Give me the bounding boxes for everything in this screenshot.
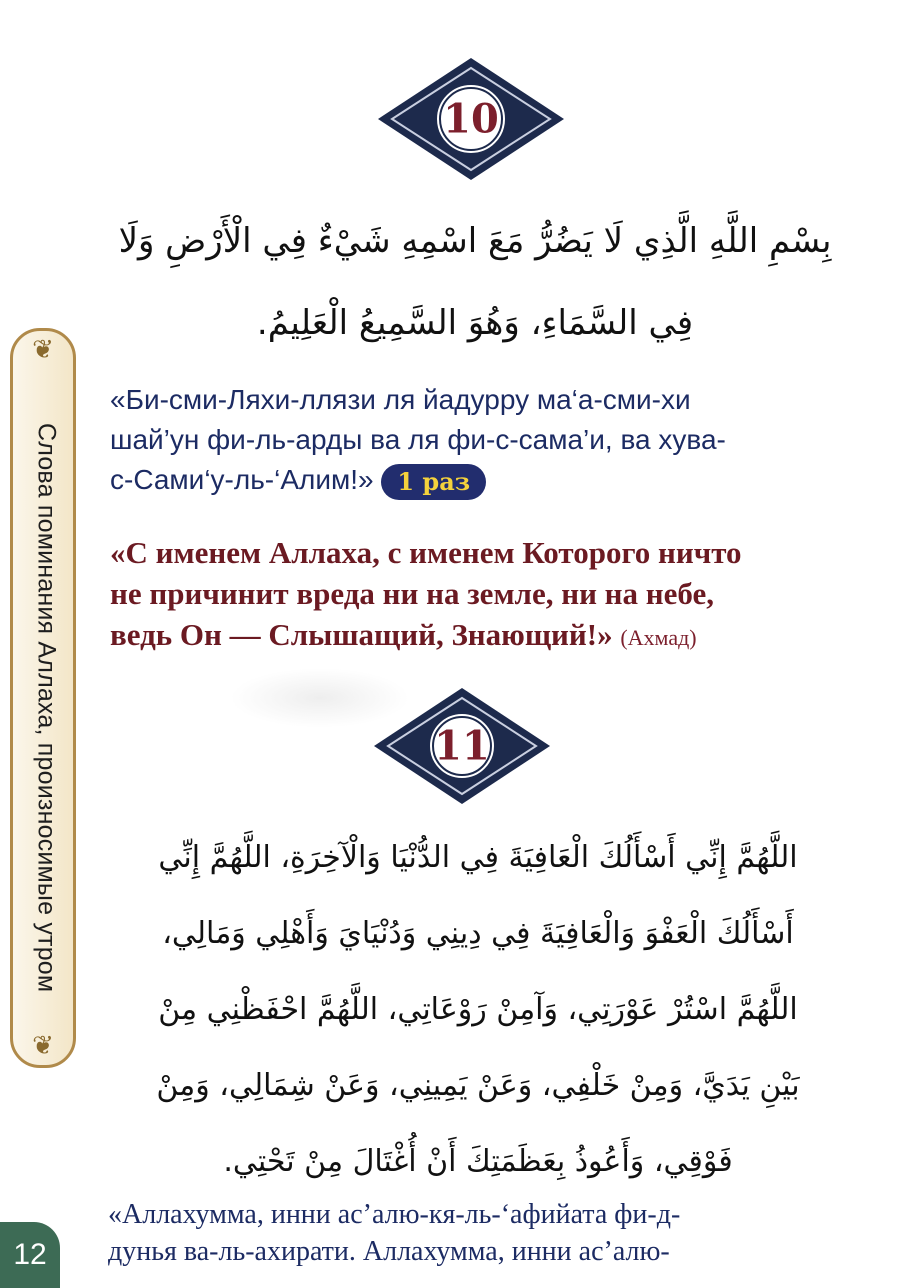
arabic-line: بَيْنِ يَدَيَّ، وَمِنْ خَلْفِي، وَعَنْ يَمِينِي، وَعَنْ شِمَالِي، وَمِنْ (156, 1068, 800, 1103)
dua-number-11: 11 (434, 722, 490, 770)
dua10-arabic (90, 200, 860, 364)
translit-line-last (110, 460, 850, 500)
translation-text: ведь Он — Слышащий, Знающий!» (110, 617, 613, 652)
translit-line: «Би-сми-Ляхи-ллязи ля йадурру ма‘а-сми-хи (110, 384, 691, 415)
translit-line-text: с-Сами‘у-ль-‘Алим!» (110, 464, 374, 495)
translation-line: не причинит вреда ни на земле, ни на небе, (110, 576, 715, 611)
count-badge: 1 раз (381, 464, 486, 500)
hadith-source: (Ахмад) (620, 625, 697, 650)
arabic-line: فَوْقِي، وَأَعُوذُ بِعَظَمَتِكَ أَنْ أُغْتَالَ مِنْ تَحْتِي. (223, 1144, 733, 1179)
translation-line: «С именем Аллаха, с именем Которого ничто (110, 535, 742, 570)
scroll-ornament-top-icon: ❦ (32, 335, 54, 365)
translit-line: дунья ва-ль-ахирати. Аллахумма, инни ас’алю- (108, 1236, 670, 1267)
scroll-ornament-bottom-icon: ❦ (32, 1031, 54, 1061)
translit-line: «Аллахумма, инни ас’алю-кя-ль-‘афийата фи-д- (108, 1199, 681, 1230)
medallion-11 (372, 686, 552, 806)
dua-number-10: 10 (443, 95, 499, 143)
translit-line: шай’ун фи-ль-арды ва ля фи-с-сама’и, ва хува- (110, 424, 726, 455)
sidebar-title-wrap (24, 423, 68, 993)
translation-line-last (110, 614, 850, 658)
dua11-transliteration (108, 1196, 858, 1270)
medallion-10 (376, 56, 566, 182)
arabic-line: اللَّهُمَّ اسْتُرْ عَوْرَتِي، وَآمِنْ رَوْعَاتِي، اللَّهُمَّ احْفَظْنِي مِنْ (158, 992, 798, 1027)
dua10-translation (110, 532, 850, 658)
arabic-line: أَسْأَلُكَ الْعَفْوَ وَالْعَافِيَةَ فِي دِينِي وَدُنْيَايَ وَأَهْلِي وَمَالِي، (162, 916, 794, 951)
arabic-line: بِسْمِ اللَّهِ الَّذِي لَا يَضُرُّ مَعَ اسْمِهِ شَيْءٌ فِي الْأَرْضِ وَلَا (118, 221, 832, 261)
dua10-transliteration (110, 380, 850, 500)
dua11-arabic (98, 820, 858, 1200)
page-number: 12 (0, 1222, 60, 1288)
arabic-line: اللَّهُمَّ إِنِّي أَسْأَلُكَ الْعَافِيَةَ فِي الدُّنْيَا وَالْآخِرَةِ، اللَّهُمَّ إِنِّي (158, 840, 798, 875)
arabic-line: فِي السَّمَاءِ، وَهُوَ السَّمِيعُ الْعَلِيمُ. (256, 303, 694, 343)
sidebar-title: Слова поминания Аллаха, произносимые утром (32, 423, 61, 993)
